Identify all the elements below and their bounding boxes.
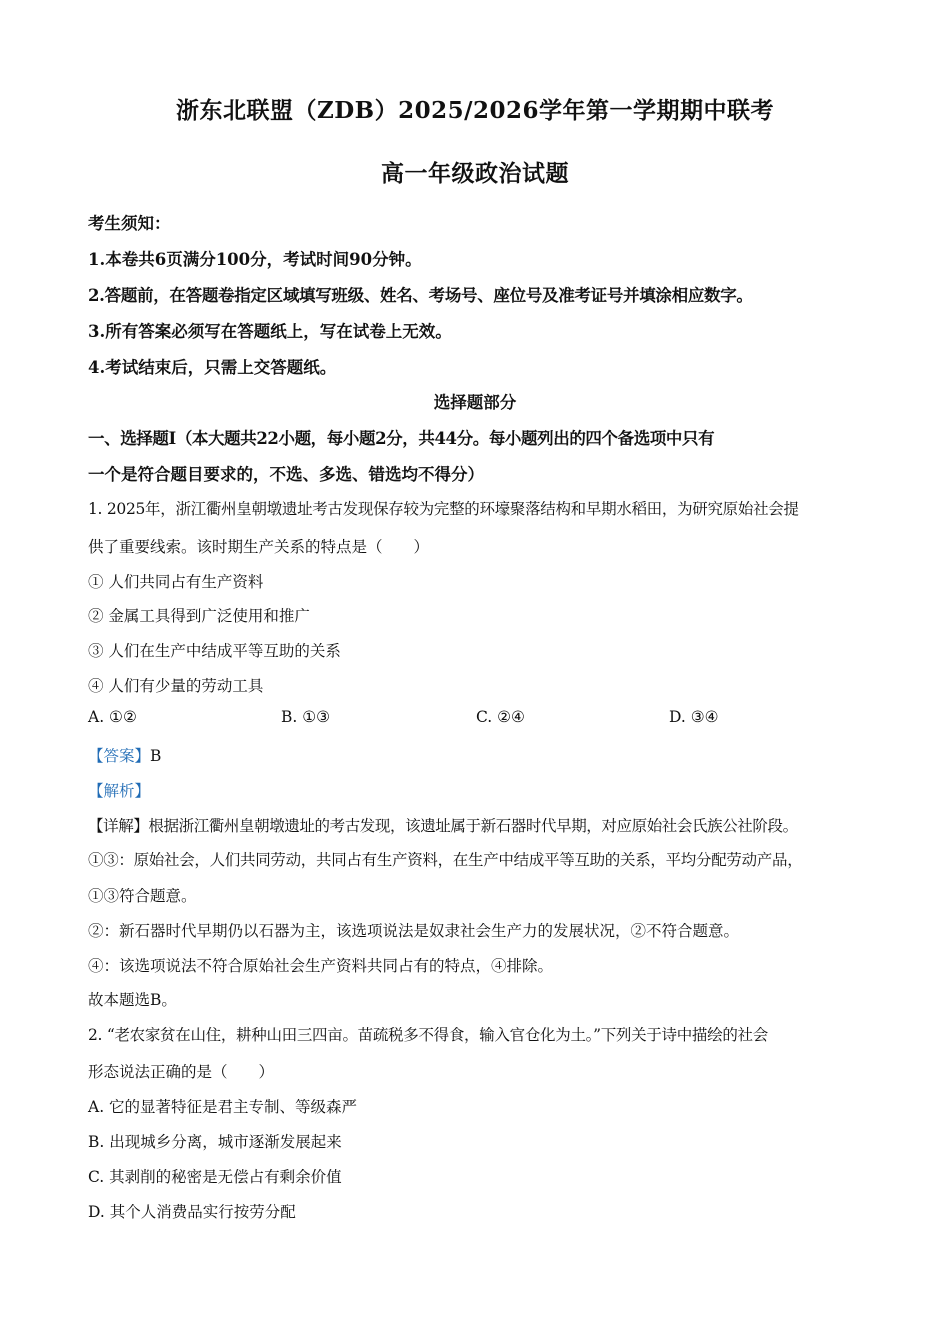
exam-subtitle: 高一年级政治试题 bbox=[381, 160, 569, 187]
q1-statement: ④ 人们有少量的劳动工具 bbox=[88, 677, 264, 695]
part-instruction: 一个是符合题目要求的，不选、多选、错选均不得分） bbox=[88, 465, 484, 484]
q1-detail: ②：新石器时代早期仍以石器为主，该选项说法是奴隶社会生产力的发展状况，②不符合题意。 bbox=[88, 922, 740, 940]
q2-option-c: C. 其剥削的秘密是无偿占有剩余价值 bbox=[88, 1168, 342, 1186]
q1-answer bbox=[88, 744, 870, 766]
notice-heading: 考生须知： bbox=[88, 214, 171, 233]
q1-detail: ①③符合题意。 bbox=[88, 887, 197, 905]
answer-value: B bbox=[150, 747, 162, 765]
notice-item: 4.考试结束后，只需上交答题纸。 bbox=[88, 358, 337, 377]
q2-option-b: B. 出现城乡分离，城市逐渐发展起来 bbox=[88, 1133, 342, 1151]
q1-option-c: C. ②④ bbox=[476, 708, 525, 726]
q1-stem: 供了重要线索。该时期生产关系的特点是（ ） bbox=[88, 538, 430, 556]
part-instruction: 一、选择题Ⅰ（本大题共22小题，每小题2分，共44分。每小题列出的四个备选项中只有 bbox=[88, 429, 715, 448]
answer-tag: 【答案】 bbox=[88, 747, 151, 765]
q1-option-d: D. ③④ bbox=[669, 708, 719, 726]
q2-option-a: A. 它的显著特征是君主专制、等级森严 bbox=[88, 1098, 358, 1116]
q1-detail: 【详解】根据浙江衢州皇朝墩遗址的考古发现，该遗址属于新石器时代早期，对应原始社会氏族公社阶段。 bbox=[88, 817, 798, 835]
q2-stem: 形态说法正确的是（ ） bbox=[88, 1063, 275, 1081]
analysis-tag: 【解析】 bbox=[88, 782, 151, 800]
q2-option-d: D. 其个人消费品实行按劳分配 bbox=[88, 1203, 296, 1221]
exam-title: 浙东北联盟（ZDB）2025/2026学年第一学期期中联考 bbox=[175, 97, 775, 124]
notice-item: 3.所有答案必须写在答题纸上，写在试卷上无效。 bbox=[88, 322, 452, 341]
q1-option-a: A. ①② bbox=[88, 708, 137, 726]
notice-item: 1.本卷共6页满分100分，考试时间90分钟。 bbox=[88, 250, 422, 269]
q1-option-b: B. ①③ bbox=[281, 708, 331, 726]
q1-detail: ①③：原始社会，人们共同劳动，共同占有生产资料，在生产中结成平等互助的关系，平均分配劳动产品， bbox=[88, 851, 803, 869]
q1-detail: ④：该选项说法不符合原始社会生产资料共同占有的特点，④排除。 bbox=[88, 957, 554, 975]
notice-item: 2.答题前，在答题卷指定区域填写班级、姓名、考场号、座位号及准考证号并填涂相应数字。 bbox=[88, 286, 753, 305]
q1-statement: ① 人们共同占有生产资料 bbox=[88, 573, 264, 591]
section-title: 选择题部分 bbox=[433, 393, 517, 412]
q1-detail: 故本题选B。 bbox=[88, 991, 177, 1009]
q1-statement: ② 金属工具得到广泛使用和推广 bbox=[88, 607, 310, 625]
q2-stem: 2. “老农家贫在山住，耕种山田三四亩。苗疏税多不得食，输入官仓化为土。”下列关于诗中描绘的社会 bbox=[88, 1026, 768, 1044]
q1-stem: 1. 2025年，浙江衢州皇朝墩遗址考古发现保存较为完整的环壕聚落结构和早期水稻田，为研究原始社会提 bbox=[88, 500, 799, 518]
q1-statement: ③ 人们在生产中结成平等互助的关系 bbox=[88, 642, 341, 660]
